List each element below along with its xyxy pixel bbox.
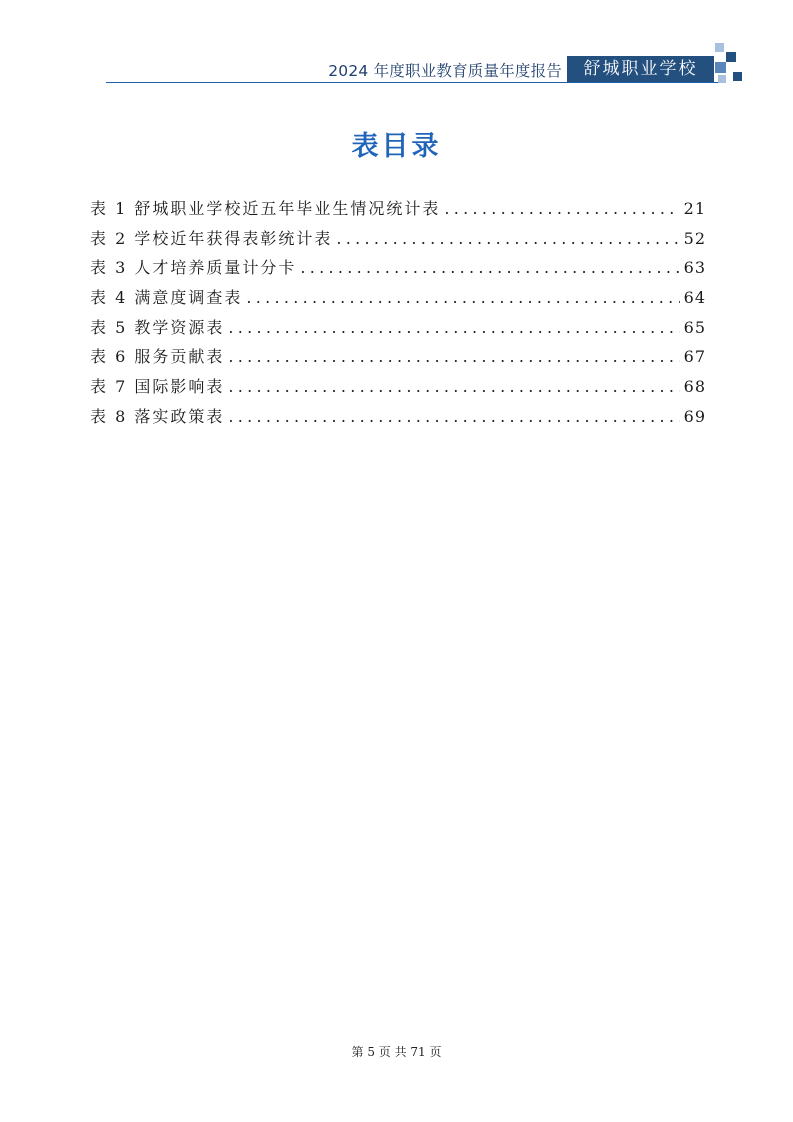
toc-entry-label: 表 1 舒城职业学校近五年毕业生情况统计表 <box>90 199 441 218</box>
toc-leader-dots <box>228 377 679 396</box>
toc-list <box>90 196 706 434</box>
toc-leader-dots <box>228 407 679 426</box>
toc-entry-label: 表 6 服务贡献表 <box>90 347 225 367</box>
toc-leader-dots <box>246 288 679 307</box>
toc-entry-label: 表 4 满意度调查表 <box>90 288 243 308</box>
toc-entry[interactable] <box>90 404 706 434</box>
toc-leader-dots <box>228 347 679 366</box>
toc-entry-page: 64 <box>683 288 706 308</box>
school-name-badge: 舒城职业学校 <box>567 56 714 83</box>
report-title: 2024 年度职业教育质量年度报告 <box>328 62 562 80</box>
toc-entry-page: 52 <box>683 228 706 248</box>
toc-entry-label: 表 5 教学资源表 <box>90 317 225 337</box>
toc-heading: 表目录 <box>351 131 442 162</box>
toc-entry-label: 表 8 落实政策表 <box>90 406 225 426</box>
toc-entry-page: 69 <box>683 406 706 426</box>
toc-entry-page: 67 <box>683 347 706 367</box>
toc-entry-label: 表 3 人才培养质量计分卡 <box>90 258 297 278</box>
toc-leader-dots <box>336 229 679 248</box>
toc-entry-page: 65 <box>683 317 706 337</box>
toc-entry[interactable] <box>90 374 706 404</box>
toc-entry-label: 表 2 学校近年获得表彰统计表 <box>90 228 333 248</box>
toc-entry[interactable] <box>90 255 706 285</box>
toc-entry[interactable] <box>90 315 706 345</box>
toc-leader-dots <box>300 258 679 277</box>
header-rule <box>106 82 720 83</box>
toc-entry[interactable] <box>90 196 706 226</box>
toc-leader-dots <box>444 199 679 218</box>
toc-entry-label: 表 7 国际影响表 <box>90 377 225 397</box>
toc-entry[interactable] <box>90 226 706 256</box>
toc-entry-page: 68 <box>683 377 706 397</box>
toc-entry[interactable] <box>90 285 706 315</box>
toc-entry-page: 21 <box>683 199 706 218</box>
toc-leader-dots <box>228 318 679 337</box>
page-indicator: 第 5 页 共 71 页 <box>351 1045 442 1059</box>
toc-entry-page: 63 <box>683 258 706 278</box>
toc-entry[interactable] <box>90 344 706 374</box>
page-header <box>0 0 793 90</box>
